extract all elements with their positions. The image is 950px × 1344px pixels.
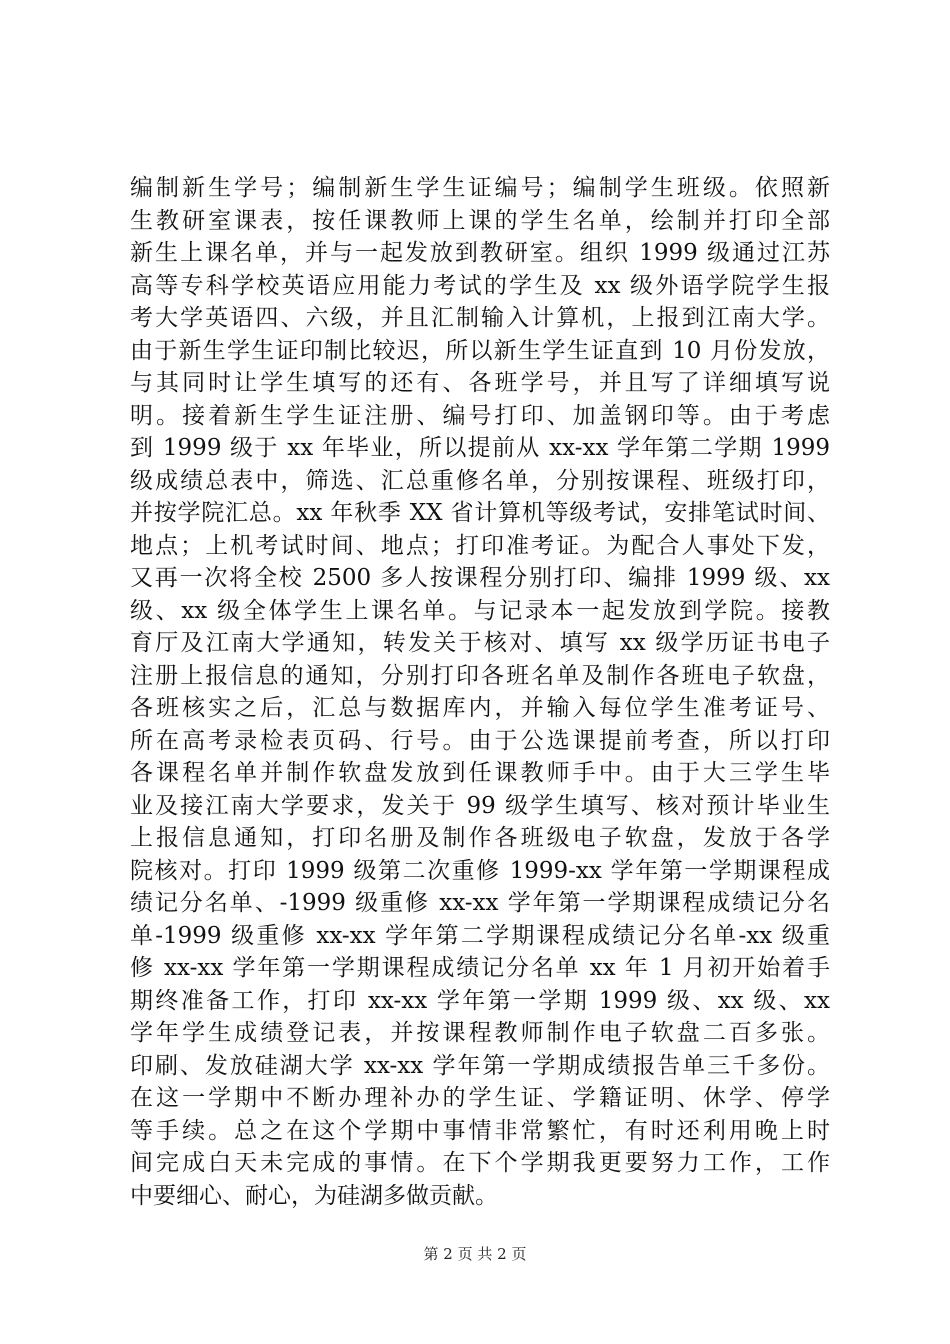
- text-line: 各课程名单并制作软盘发放到任课教师手中。由于大三学生毕: [130, 760, 830, 786]
- text-line: 上报信息通知，打印名册及制作各班级电子软盘，发放于各学: [130, 825, 830, 851]
- text-line: 修 xx-xx 学年第一学期课程成绩记分名单 xx 年 1 月初开始着手: [130, 955, 830, 981]
- text-line: 又再一次将全校 2500 多人按课程分别打印、编排 1999 级、xx: [130, 565, 830, 591]
- text-line: 生教研室课表，按任课教师上课的学生名单，绘制并打印全部: [130, 207, 830, 234]
- text-line: 间完成白天未完成的事情。在下个学期我更要努力工作，工作: [130, 1150, 830, 1176]
- text-line: 业及接江南大学要求，发关于 99 级学生填写、核对预计毕业生: [130, 792, 830, 819]
- text-line: 等手续。总之在这个学期中事情非常繁忙，有时还利用晚上时: [130, 1117, 830, 1144]
- text-line: 级、xx 级全体学生上课名单。与记录本一起发放到学院。接教: [130, 597, 830, 624]
- text-line: 育厅及江南大学通知，转发关于核对、填写 xx 级学历证书电子: [130, 630, 830, 656]
- text-line: 印刷、发放硅湖大学 xx-xx 学年第一学期成绩报告单三千多份。: [130, 1052, 830, 1079]
- text-line: 学年学生成绩登记表，并按课程教师制作电子软盘二百多张。: [130, 1020, 830, 1046]
- text-line: 考大学英语四、六级，并且汇制输入计算机，上报到江南大学。: [130, 305, 830, 331]
- body-paragraph: [130, 172, 830, 1212]
- text-line: 注册上报信息的通知，分别打印各班名单及制作各班电子软盘，: [130, 662, 830, 689]
- text-line: 明。接着新生学生证注册、编号打印、加盖钢印等。由于考虑: [130, 402, 830, 429]
- text-line: 地点；上机考试时间、地点；打印准考证。为配合人事处下发，: [130, 532, 830, 559]
- text-line: 编制新生学号；编制新生学生证编号；编制学生班级。依照新: [130, 175, 830, 201]
- text-line: 期终准备工作，打印 xx-xx 学年第一学期 1999 级、xx 级、xx: [130, 987, 830, 1014]
- text-line: 级成绩总表中，筛选、汇总重修名单，分别按课程、班级打印，: [130, 467, 830, 494]
- text-line: 并按学院汇总。xx 年秋季 XX 省计算机等级考试，安排笔试时间、: [130, 500, 830, 526]
- text-line: 由于新生学生证印制比较迟，所以新生学生证直到 10 月份发放，: [130, 337, 830, 364]
- text-line: 绩记分名单、-1999 级重修 xx-xx 学年第一学期课程成绩记分名: [130, 890, 830, 916]
- text-line: 与其同时让学生填写的还有、各班学号，并且写了详细填写说: [130, 370, 830, 396]
- text-line: 院核对。打印 1999 级第二次重修 1999-xx 学年第一学期课程成: [130, 857, 830, 884]
- text-line: 在这一学期中不断办理补办的学生证、学籍证明、休学、停学: [130, 1085, 830, 1111]
- text-line: 中要细心、耐心，为硅湖多做贡献。: [130, 1182, 498, 1209]
- text-line: 所在高考录检表页码、行号。由于公选课提前考查，所以打印: [130, 727, 830, 754]
- page-footer: 第 2 页 共 2 页: [423, 1245, 527, 1263]
- text-line: 各班核实之后，汇总与数据库内，并输入每位学生准考证号、: [130, 695, 830, 721]
- text-line: 高等专科学校英语应用能力考试的学生及 xx 级外语学院学生报: [130, 272, 830, 299]
- text-line: 新生上课名单，并与一起发放到教研室。组织 1999 级通过江苏: [130, 240, 830, 266]
- text-line: 单-1999 级重修 xx-xx 学年第二学期课程成绩记分名单-xx 级重: [130, 922, 830, 949]
- text-line: 到 1999 级于 xx 年毕业，所以提前从 xx-xx 学年第二学期 1999: [130, 435, 830, 461]
